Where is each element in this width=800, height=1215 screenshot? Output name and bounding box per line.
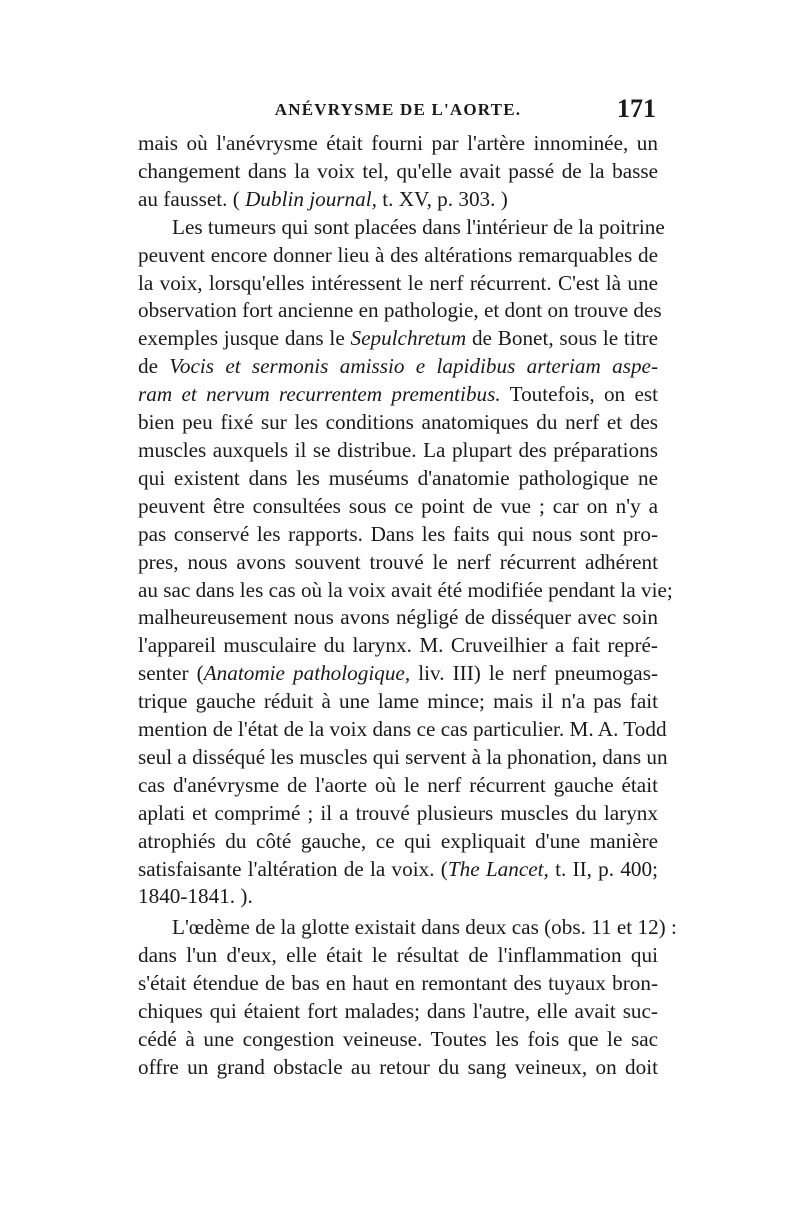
text-line: observation fort ancienne en pathologie, et dont on trouve des — [138, 298, 662, 323]
text-line: seul a disséqué les muscles qui servent à la phonation, dans un — [138, 744, 668, 769]
body-text — [138, 130, 677, 1082]
text-line: mention de l'état de la voix dans ce cas particulier. M. A. Todd — [138, 717, 667, 742]
text-line: cas d'anévrysme de l'aorte où le nerf récurrent gauche était — [138, 772, 658, 797]
text-line: ram et nervum recurrentem prementibus. Toutefois, on est — [138, 382, 658, 407]
text-line: satisfaisante l'altération de la voix. (The Lancet, t. II, p. 400; — [138, 856, 658, 881]
page-number: 171 — [617, 94, 656, 123]
text-line: chiques qui étaient fort malades; dans l'autre, elle avait suc- — [138, 999, 658, 1024]
text-line: peuvent être consultées sous ce point de vue ; car on n'y a — [138, 493, 658, 518]
running-title: ANÉVRYSME DE L'AORTE. — [274, 100, 522, 119]
text-line: L'œdème de la glotte existait dans deux cas (obs. 11 et 12) : — [172, 915, 677, 940]
text-line: peuvent encore donner lieu à des altérations remarquables de — [138, 242, 658, 267]
text-line: la voix, lorsqu'elles intéressent le nerf récurrent. C'est là une — [138, 270, 658, 295]
paragraph-recurrent-nerve — [138, 214, 673, 912]
paragraph-continuation — [138, 130, 658, 214]
text-line: Les tumeurs qui sont placées dans l'intérieur de la poitrine — [172, 214, 665, 239]
text-line: exemples jusque dans le Sepulchretum de Bonet, sous le titre — [138, 326, 658, 351]
text-line: malheureusement nous avons négligé de disséquer avec soin — [138, 605, 658, 630]
text-line: au fausset. ( Dublin journal, t. XV, p. 303. ) — [138, 186, 508, 211]
text-line: pres, nous avons souvent trouvé le nerf récurrent adhérent — [138, 549, 658, 574]
text-line: bien peu fixé sur les conditions anatomiques du nerf et des — [138, 410, 658, 435]
text-line: offre un grand obstacle au retour du sang veineux, on doit — [138, 1054, 658, 1079]
text-line: atrophiés du côté gauche, ce qui expliquait d'une manière — [138, 828, 658, 853]
text-line: trique gauche réduit à une lame mince; mais il n'a pas fait — [138, 689, 658, 714]
book-page — [138, 94, 677, 1082]
text-line: s'était étendue de bas en haut en remontant des tuyaux bron- — [138, 971, 658, 996]
text-line: de Vocis et sermonis amissio e lapidibus arteriam aspe- — [138, 354, 658, 379]
running-head — [138, 94, 658, 126]
text-line: aplati et comprimé ; il a trouvé plusieurs muscles du larynx — [138, 800, 658, 825]
text-line: au sac dans les cas où la voix avait été modifiée pendant la vie; — [138, 577, 673, 602]
text-line: l'appareil musculaire du larynx. M. Cruveilhier a fait repré- — [138, 633, 658, 658]
text-line: senter (Anatomie pathologique, liv. III) le nerf pneumogas- — [138, 661, 659, 686]
text-line: 1840-1841. ). — [138, 884, 253, 909]
text-line: dans l'un d'eux, elle était le résultat de l'inflammation qui — [138, 943, 658, 968]
text-line: muscles auxquels il se distribue. La plupart des préparations — [138, 437, 658, 462]
paragraph-glottis-edema — [138, 914, 677, 1081]
text-line: qui existent dans les muséums d'anatomie pathologique ne — [138, 465, 658, 490]
text-line: pas conservé les rapports. Dans les faits qui nous sont pro- — [138, 521, 658, 546]
text-line: mais où l'anévrysme était fourni par l'artère innominée, un — [138, 131, 658, 155]
text-line: cédé à une congestion veineuse. Toutes les fois que le sac — [138, 1027, 658, 1051]
text-line: changement dans la voix tel, qu'elle avait passé de la basse — [138, 158, 658, 183]
